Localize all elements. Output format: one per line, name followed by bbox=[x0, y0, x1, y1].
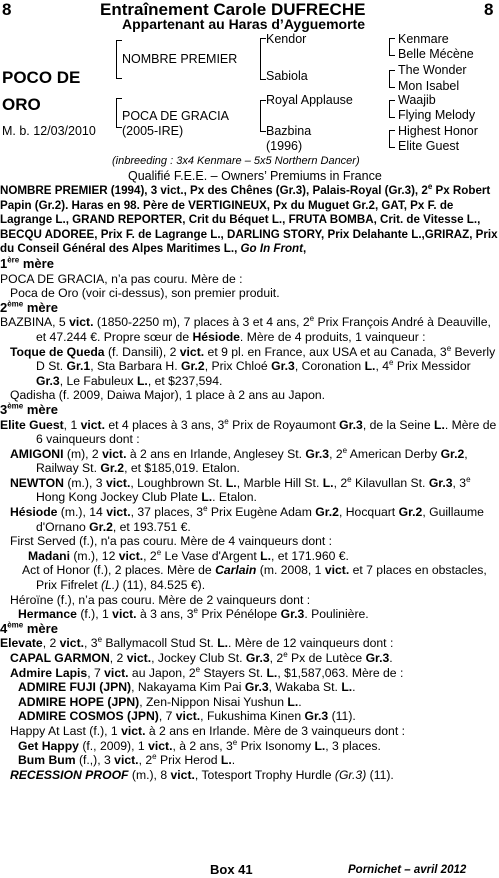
grandparent-3: Royal Applause bbox=[266, 93, 353, 107]
great-grandparent-6: Flying Melody bbox=[398, 108, 476, 122]
dam-name: POCA DE GRACIA bbox=[122, 109, 229, 123]
bracket-gg2 bbox=[389, 70, 395, 88]
grandparent-2: Sabiola bbox=[266, 69, 308, 83]
grandparent-4: Bazbina bbox=[266, 124, 312, 138]
subtitle: Appartenant au Haras d’Ayguemorte bbox=[122, 16, 365, 32]
great-grandparent-5: Waajib bbox=[398, 93, 436, 107]
great-grandparent-4: Mon Isabel bbox=[398, 79, 460, 93]
horse-description: M. b. 12/03/2010 bbox=[2, 124, 96, 138]
lot-number-left: 8 bbox=[2, 0, 12, 19]
bracket-gg4 bbox=[389, 130, 395, 148]
great-grandparent-1: Kenmare bbox=[398, 32, 449, 46]
box-number: Box 41 bbox=[210, 862, 253, 877]
bracket-gg3 bbox=[389, 100, 395, 118]
great-grandparent-7: Highest Honor bbox=[398, 124, 478, 138]
bracket-gg1 bbox=[389, 38, 395, 56]
horse-name-2: ORO bbox=[2, 95, 41, 114]
lot-number-right: 8 bbox=[484, 0, 494, 19]
footer-place: Pornichet – avril 2012 bbox=[348, 864, 467, 876]
inbreeding: (inbreeding : 3x4 Kenmare – 5x5 Northern Dancer) bbox=[112, 155, 360, 167]
catalogue-body: NOMBRE PREMIER (1994), 3 vict., Px des Chênes (Gr.3), Palais-Royal (Gr.3), 2e Px Robert Papin (Gr.2). Haras en 98. Père de VERTIGINEUX, Px du Muguet Gr.2, GAT, Px F. de Lagrange L., GRAND REPORTER, Crit du Béquet L., FRUTA BOMBA, Crit. de Vitesse L., BECQU ADOREE, Prix F. de Lagrange L., DARLING STORY, Prix Delahante L.,GRIRAZ, Prix du Conseil Général des Alpes Maritimes L., Go In Front, 1ère mère POCA DE GRACIA, n’a pas couru. Mère de : Poca de Oro (voir ci-dessus), son premier produit. 2ème mère BAZBINA, 5 vict. (1850-2250 m), 7 places à 3 et 4 ans, 2e Prix François André à Deauville, et 47.244 €. Propre sœur de Hésiode. Mère de 4 produits, 1 vainqueur : Toque de Queda (f. Dansili), 2 vict. et 9 pl. en France, aux USA et au Canada, 3e Beverly D St. Gr.1, Sta Barbara H. Gr.2, Prix Chloé Gr.3, Coronation L., 4e Prix Messidor Gr.3, Le Fabuleux L., et $237,594. Qadisha (f. 2009, Daiwa Major), 1 place à 2 ans au Japon. 3ème mère Elite Guest, 1 vict. et 4 places à 3 ans, 3e Prix de Royaumont Gr.3, de la Seine L.. Mère de 6 vainqueurs dont : AMIGONI (m), 2 vict. à 2 ans en Irlande, Anglesey St. Gr.3, 2e American Derby Gr.2, Railway St. Gr.2, et $185,019. Etalon. NEWTON (m.), 3 vict., Loughbrown St. L., Marble Hill St. L., 2e Kilavullan St. Gr.3, 3e Hong Kong Jockey Club Plate L.. Etalon. Hésiode (m.), 14 vict., 37 places, 3e Prix Eugène Adam Gr.2, Hocquart Gr.2, Guillaume d'Ornano Gr.2, et 193.751 €. First Served (f.), n'a pas couru. Mère de 4 vainqueurs dont : Madani (m.), 12 vict., 2e Le Vase d'Argent L., et 171.960 €. Act of Honor (f.), 2 places. Mère de Carlain (m. 2008, 1 vict. et 7 places en obstacles, Prix Fifrelet (L.) (11), 84.525 €). Héroïne (f.), n’a pas couru. Mère de 2 vainqueurs dont : Hermance (f.), 1 vict. à 3 ans, 3e Prix Pénélope Gr.3. Poulinière. 4ème mère Elevate, 2 vict., 3e Ballymacoll Stud St. L.. Mère de 12 vainqueurs dont : CAPAL GARMON, 2 vict., Jockey Club St. Gr.3, 2e Px de Lutèce Gr.3. Admire Lapis, 7 vict. au Japon, 2e Stayers St. L., $1,587,063. Mère de : ADMIRE FUJI (JPN), Nakayama Kim Pai Gr.3, Wakaba St. L.. ADMIRE HOPE (JPN), Zen-Nippon Nisai Yushun L.. ADMIRE COSMOS (JPN), 7 vict., Fukushima Kinen Gr.3 (11). Happy At Last (f.), 1 vict. à 2 ans en Irlande. Mère de 3 vainqueurs dont : Get Happy (f., 2009), 1 vict., à 2 ans, 3e Prix Isonomy L., 3 places. Bum Bum (f.,), 3 vict., 2e Prix Herod L.. RECESSION PROOF (m.), 8 vict., Totesport Trophy Hurdle (Gr.3) (11). bbox=[0, 182, 498, 782]
horse-name-1: POCO DE bbox=[2, 68, 81, 87]
qualification: Qualifié F.E.E. – Owners’ Premiums in France bbox=[128, 169, 382, 183]
sire-name: NOMBRE PREMIER bbox=[122, 52, 238, 66]
great-grandparent-2: Belle Mécène bbox=[398, 47, 474, 61]
dam-year: (2005-IRE) bbox=[122, 124, 184, 138]
grandparent-1: Kendor bbox=[266, 32, 307, 46]
great-grandparent-8: Elite Guest bbox=[398, 139, 460, 153]
title: Entraînement Carole DUFRECHE bbox=[100, 0, 366, 19]
great-grandparent-3: The Wonder bbox=[398, 63, 467, 77]
grandparent-4-year: (1996) bbox=[266, 139, 303, 153]
